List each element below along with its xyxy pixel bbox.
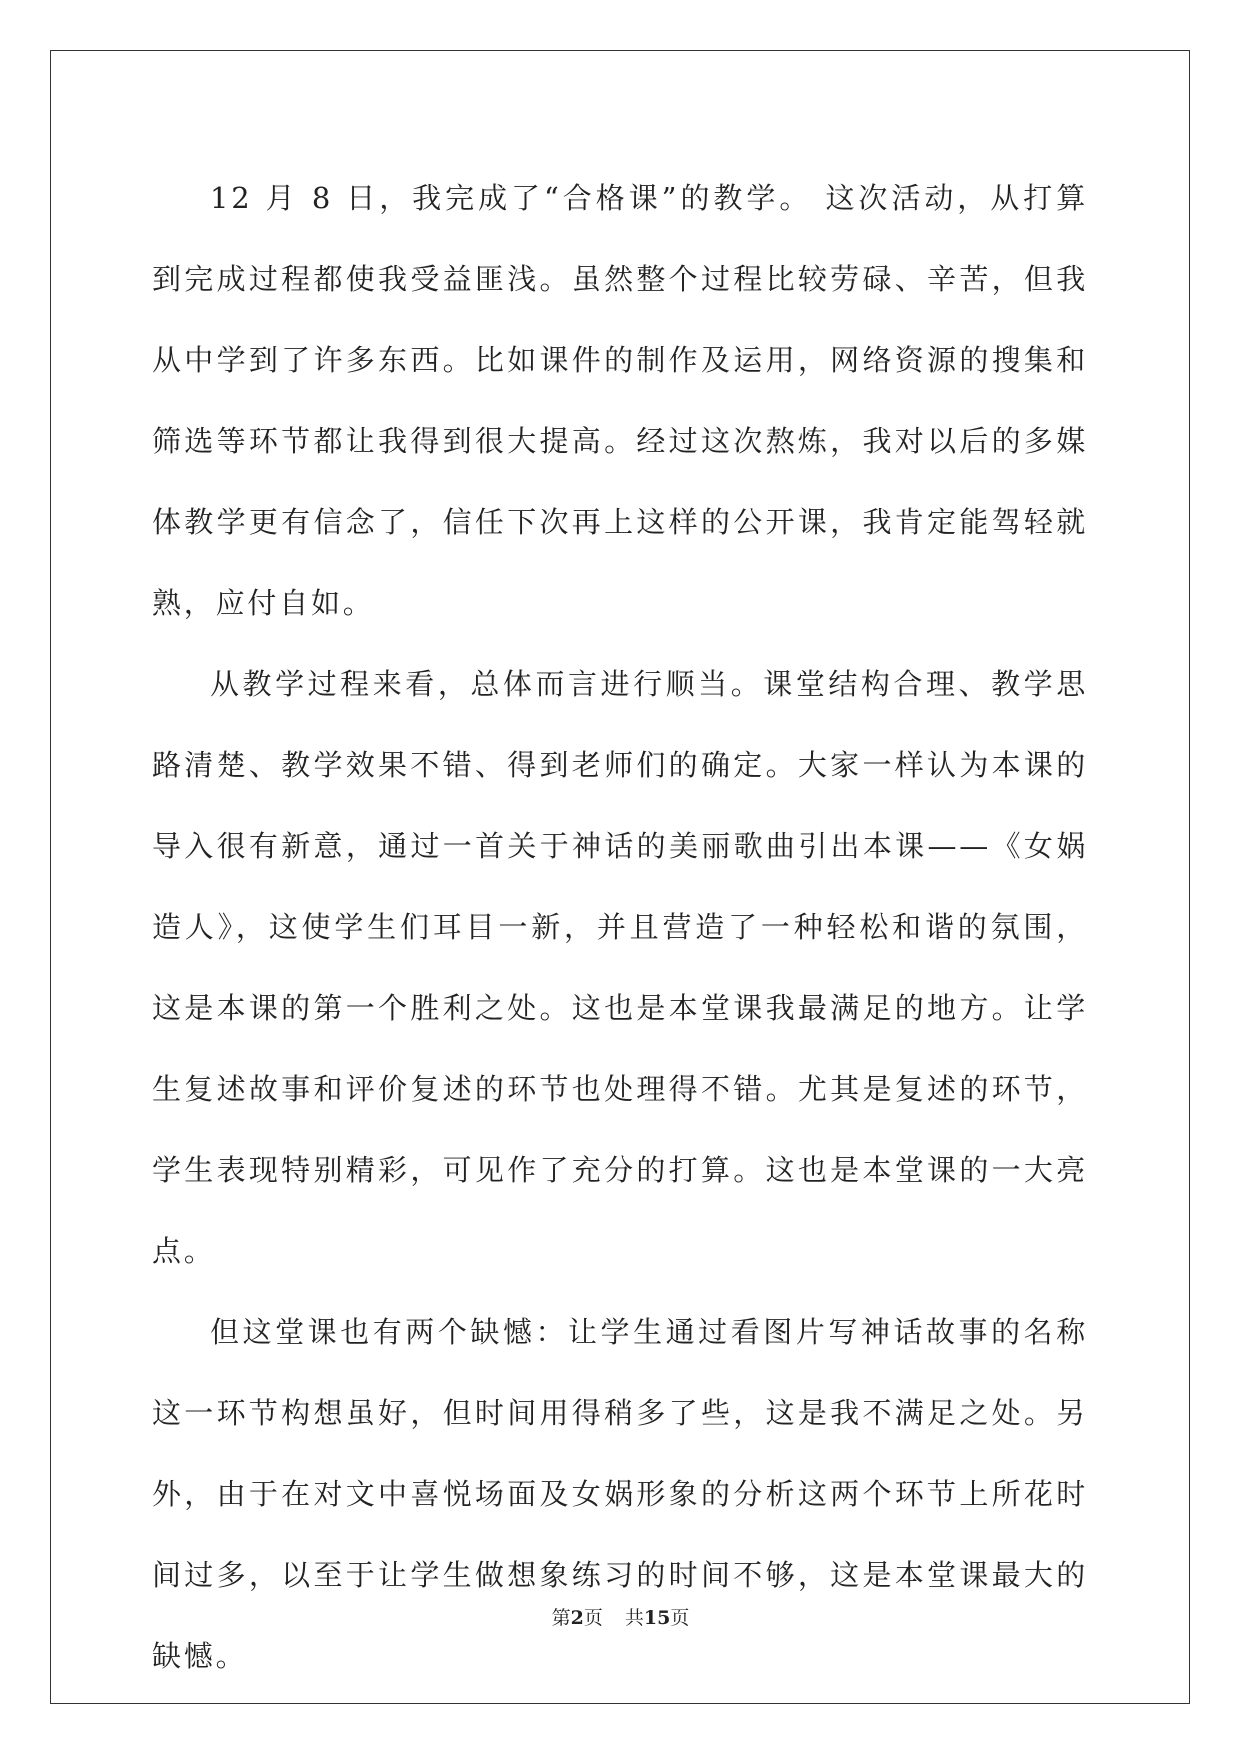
- paragraph-1: 12 月 8 日，我完成了“合格课”的教学。 这次活动，从打算到完成过程都使我受益匪浅。虽然整个过程比较劳碌、辛苦，但我从中学到了许多东西。比如课件的制作及运用，网络资源的搜集和筛选等环节都让我得到很大提高。经过这次熬炼，我对以后的多媒体教学更有信念了，信任下次再上这样的公开课，我肯定能驾轻就熟，应付自如。: [152, 181, 1088, 620]
- total-suffix: 页: [670, 1607, 690, 1629]
- document-body: [152, 158, 1088, 1697]
- paragraph-2: 从教学过程来看，总体而言进行顺当。课堂结构合理、教学思路清楚、教学效果不错、得到老师们的确定。大家一样认为本课的导入很有新意，通过一首关于神话的美丽歌曲引出本课——《女娲造人》，这使学生们耳目一新，并且营造了一种轻松和谐的氛围，这是本课的第一个胜利之处。这也是本堂课我最满足的地方。让学生复述故事和评价复述的环节也处理得不错。尤其是复述的环节，学生表现特别精彩，可见作了充分的打算。这也是本堂课的一大亮点。: [152, 667, 1088, 1268]
- page-footer: [0, 1603, 1241, 1630]
- total-pages: 15: [643, 1607, 671, 1629]
- page-prefix: 第: [551, 1607, 571, 1629]
- page-suffix: 页: [583, 1607, 603, 1629]
- page-number: 2: [570, 1607, 584, 1629]
- paragraph-3: 但这堂课也有两个缺憾：让学生通过看图片写神话故事的名称这一环节构想虽好，但时间用得稍多了些，这是我不满足之处。另外，由于在对文中喜悦场面及女娲形象的分析这两个环节上所花时间过多，以至于让学生做想象练习的时间不够，这是本堂课最大的缺憾。: [152, 1315, 1088, 1673]
- total-prefix: 共: [624, 1607, 644, 1629]
